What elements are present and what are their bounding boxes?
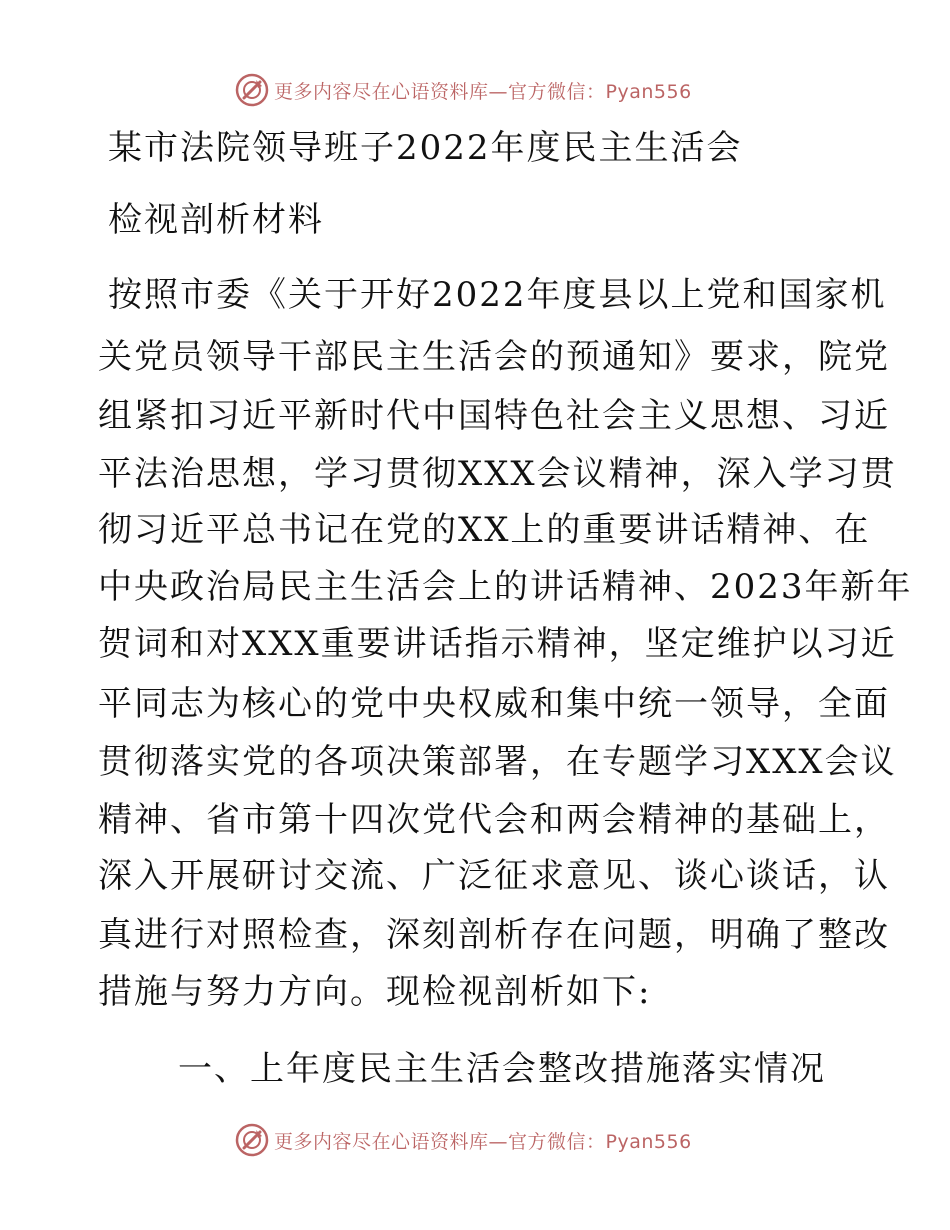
paragraph-line: 贯彻落实党的各项决策部署，在专题学习XXX会议 [98,742,897,782]
paragraph-line: 真进行对照检查，深刻剖析存在问题，明确了整改 [98,915,890,955]
document-title-line-2: 检视剖析材料 [108,200,324,240]
paragraph-line: 贺词和对XXX重要讲话指示精神，坚定维护以习近 [98,624,897,664]
section-heading: 一、上年度民主生活会整改措施落实情况 [178,1049,826,1089]
paragraph-line: 精神、省市第十四次党代会和两会精神的基础上， [98,800,890,840]
paragraph-line: 深入开展研讨交流、广泛征求意见、谈心谈话，认 [98,856,890,896]
paragraph-line: 组紧扣习近平新时代中国特色社会主义思想、习近 [98,396,890,436]
paragraph-line: 中央政治局民主生活会上的讲话精神、2023年新年 [98,567,913,607]
watermark-text: 更多内容尽在心语资料库—官方微信：Pyan556 [274,1130,692,1153]
watermark-logo-icon [234,72,270,108]
paragraph-line: 关党员领导干部民主生活会的预通知》要求，院党 [98,337,890,377]
paragraph-line: 彻习近平总书记在党的XX上的重要讲话精神、在 [98,510,871,550]
watermark-footer [234,1120,692,1160]
watermark-logo-icon [234,1122,270,1158]
watermark-text: 更多内容尽在心语资料库—官方微信：Pyan556 [274,80,692,103]
paragraph-line: 平同志为核心的党中央权威和集中统一领导，全面 [98,684,890,724]
watermark-header [234,70,692,110]
paragraph-line: 平法治思想，学习贯彻XXX会议精神，深入学习贯 [98,454,897,494]
paragraph-line: 措施与努力方向。现检视剖析如下: [98,972,652,1012]
paragraph-line: 按照市委《关于开好2022年度县以上党和国家机 [108,275,887,315]
document-title-line-1: 某市法院领导班子2022年度民主生活会 [108,128,743,168]
